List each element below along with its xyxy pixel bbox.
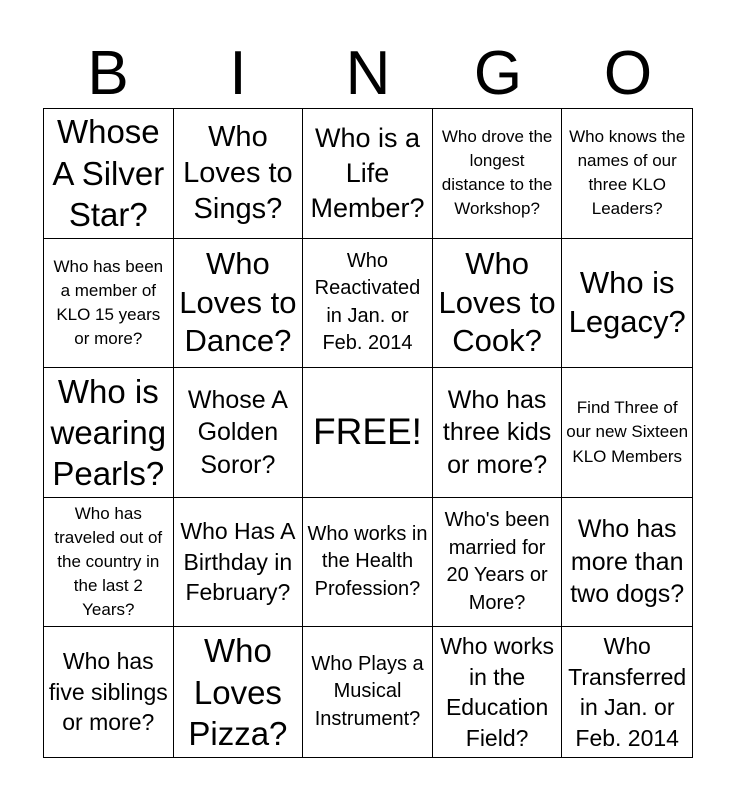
- cell-text: Who works in the Health Profession?: [307, 522, 428, 600]
- cell-text: Who has three kids or more?: [442, 385, 552, 479]
- bingo-cell[interactable]: [433, 239, 563, 369]
- cell-text: Who has more than two dogs?: [570, 515, 685, 609]
- cell-text: Who Plays a Musical Instrument?: [311, 652, 424, 730]
- cell-text: Who knows the names of our three KLO Leaders?: [569, 127, 686, 219]
- cell-text: Who drove the longest distance to the Workshop?: [441, 127, 553, 219]
- cell-text: Who has traveled out of the country in the last 2 Years?: [54, 503, 163, 620]
- bingo-cell[interactable]: [562, 627, 692, 757]
- header-letter-i: I: [229, 39, 247, 108]
- bingo-cell[interactable]: [562, 498, 692, 628]
- bingo-cell[interactable]: [562, 368, 692, 498]
- header-letter-o: O: [603, 39, 653, 108]
- bingo-cell[interactable]: [433, 498, 563, 628]
- bingo-cell[interactable]: [303, 627, 433, 757]
- cell-text: Who has been a member of KLO 15 years or more?: [53, 256, 164, 349]
- cell-text: Who Loves to Dance?: [179, 246, 297, 359]
- bingo-cell[interactable]: [303, 498, 433, 628]
- bingo-cell[interactable]: [44, 109, 174, 239]
- bingo-board: [43, 108, 693, 758]
- cell-text: Who Loves to Cook?: [438, 246, 556, 359]
- header-letter-n: N: [345, 39, 391, 108]
- bingo-cell[interactable]: [303, 239, 433, 369]
- bingo-cell[interactable]: [44, 239, 174, 369]
- bingo-cell[interactable]: [174, 368, 304, 498]
- cell-text: Find Three of our new Sixteen KLO Members: [566, 398, 689, 466]
- bingo-cell[interactable]: [562, 239, 692, 369]
- bingo-cell[interactable]: [303, 109, 433, 239]
- cell-text: Whose A Golden Soror?: [187, 385, 288, 479]
- cell-text: Who is Legacy?: [568, 265, 686, 339]
- free-space[interactable]: [303, 368, 433, 498]
- cell-text: Who Loves Pizza?: [188, 632, 288, 752]
- bingo-cell[interactable]: [44, 627, 174, 757]
- bingo-header: [43, 40, 693, 108]
- bingo-cell[interactable]: [44, 498, 174, 628]
- cell-text: Who Reactivated in Jan. or Feb. 2014: [314, 249, 421, 355]
- cell-text: Who has five siblings or more?: [48, 648, 168, 736]
- header-letter-g: G: [473, 39, 523, 108]
- cell-text: Who's been married for 20 Years or More?: [444, 508, 550, 614]
- bingo-cell[interactable]: [174, 239, 304, 369]
- cell-text: Who Transferred in Jan. or Feb. 2014: [568, 633, 687, 751]
- bingo-cell[interactable]: [174, 109, 304, 239]
- cell-text: Whose A Silver Star?: [52, 113, 165, 233]
- bingo-cell[interactable]: [562, 109, 692, 239]
- cell-text: Who Has A Birthday in February?: [180, 518, 296, 606]
- cell-text: Who Loves to Sings?: [183, 120, 293, 226]
- cell-text: FREE!: [313, 411, 422, 453]
- bingo-cell[interactable]: [44, 368, 174, 498]
- bingo-cell[interactable]: [174, 498, 304, 628]
- bingo-cell[interactable]: [433, 109, 563, 239]
- header-letter-b: B: [87, 39, 129, 108]
- bingo-cell[interactable]: [433, 368, 563, 498]
- cell-text: Who is wearing Pearls?: [50, 372, 167, 493]
- cell-text: Who is a Life Member?: [310, 123, 425, 223]
- bingo-cell[interactable]: [174, 627, 304, 757]
- bingo-cell[interactable]: [433, 627, 563, 757]
- cell-text: Who works in the Education Field?: [440, 633, 554, 751]
